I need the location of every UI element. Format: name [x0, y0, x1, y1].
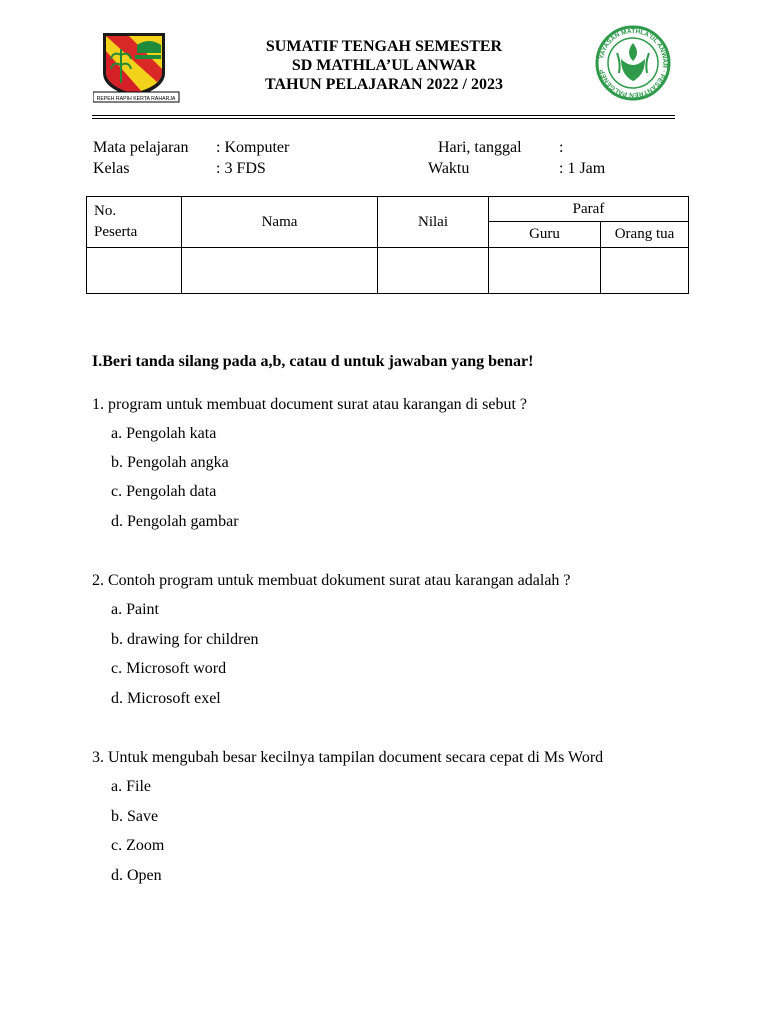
question-3-option-c[interactable]: c. Zoom — [111, 837, 165, 854]
question-1-option-b[interactable]: b. Pengolah angka — [111, 454, 229, 471]
question-1-option-d[interactable]: d. Pengolah gambar — [111, 513, 239, 530]
title-line-1: SUMATIF TENGAH SEMESTER — [265, 38, 503, 55]
guru-signature-cell[interactable] — [489, 248, 601, 294]
subject-value: : Komputer — [216, 139, 290, 156]
nilai-cell[interactable] — [378, 248, 489, 294]
nama-header: Nama — [182, 197, 378, 248]
paraf-header: Paraf — [489, 197, 689, 222]
class-label: Kelas — [93, 160, 130, 177]
question-2-option-c[interactable]: c. Microsoft word — [111, 660, 227, 677]
participant-score-table — [86, 196, 689, 294]
guru-header: Guru — [489, 222, 601, 248]
seal-text: YAYASAN MATHLA'UL ANWAR · PESANTREN PALGENEP — [598, 27, 669, 99]
header-rule-top — [92, 115, 675, 116]
title-line-3: TAHUN PELAJARAN 2022 / 2023 — [265, 76, 503, 93]
no-peserta-line-2: Peserta — [94, 224, 138, 240]
question-1: 1. program untuk membuat document surat atau karangan di sebut ? — [92, 396, 527, 413]
time-value: : 1 Jam — [559, 160, 606, 177]
exam-title — [200, 37, 568, 94]
subject-label: Mata pelajaran — [93, 139, 189, 156]
section-instruction: I.Beri tanda silang pada a,b, catau d untuk jawaban yang benar! — [92, 353, 534, 370]
question-2: 2. Contoh program untuk membuat dokument surat atau karangan adalah ? — [92, 572, 571, 589]
orang-tua-header: Orang tua — [601, 222, 689, 248]
no-peserta-line-1: No. — [94, 203, 117, 219]
orang-tua-signature-cell[interactable] — [601, 248, 689, 294]
question-3: 3. Untuk mengubah besar kecilnya tampilan document secara cepat di Ms Word — [92, 749, 604, 766]
class-value: : 3 FDS — [216, 160, 266, 177]
question-3-option-b[interactable]: b. Save — [111, 808, 159, 825]
question-2-option-b[interactable]: b. drawing for children — [111, 631, 259, 648]
date-label: Hari, tanggal — [438, 139, 522, 156]
question-3-option-a[interactable]: a. File — [111, 778, 151, 795]
question-2-option-a[interactable]: a. Paint — [111, 601, 159, 618]
title-line-2: SD MATHLA’UL ANWAR — [291, 57, 477, 74]
question-3-option-d[interactable]: d. Open — [111, 867, 162, 884]
nilai-header: Nilai — [378, 197, 489, 248]
question-1-option-c[interactable]: c. Pengolah data — [111, 483, 217, 500]
nama-cell[interactable] — [182, 248, 378, 294]
header-rule-bottom — [92, 118, 675, 119]
regency-coat-of-arms-icon — [93, 31, 181, 103]
no-peserta-header — [87, 197, 182, 248]
question-1-option-a[interactable]: a. Pengolah kata — [111, 425, 217, 442]
question-2-option-d[interactable]: d. Microsoft exel — [111, 690, 221, 707]
school-foundation-seal-icon — [591, 25, 675, 101]
date-value: : — [559, 139, 564, 156]
time-label: Waktu — [428, 160, 470, 177]
no-peserta-cell[interactable] — [87, 248, 182, 294]
logo-motto: REPEH RAPIH KERTA RAHARJA — [96, 96, 176, 102]
